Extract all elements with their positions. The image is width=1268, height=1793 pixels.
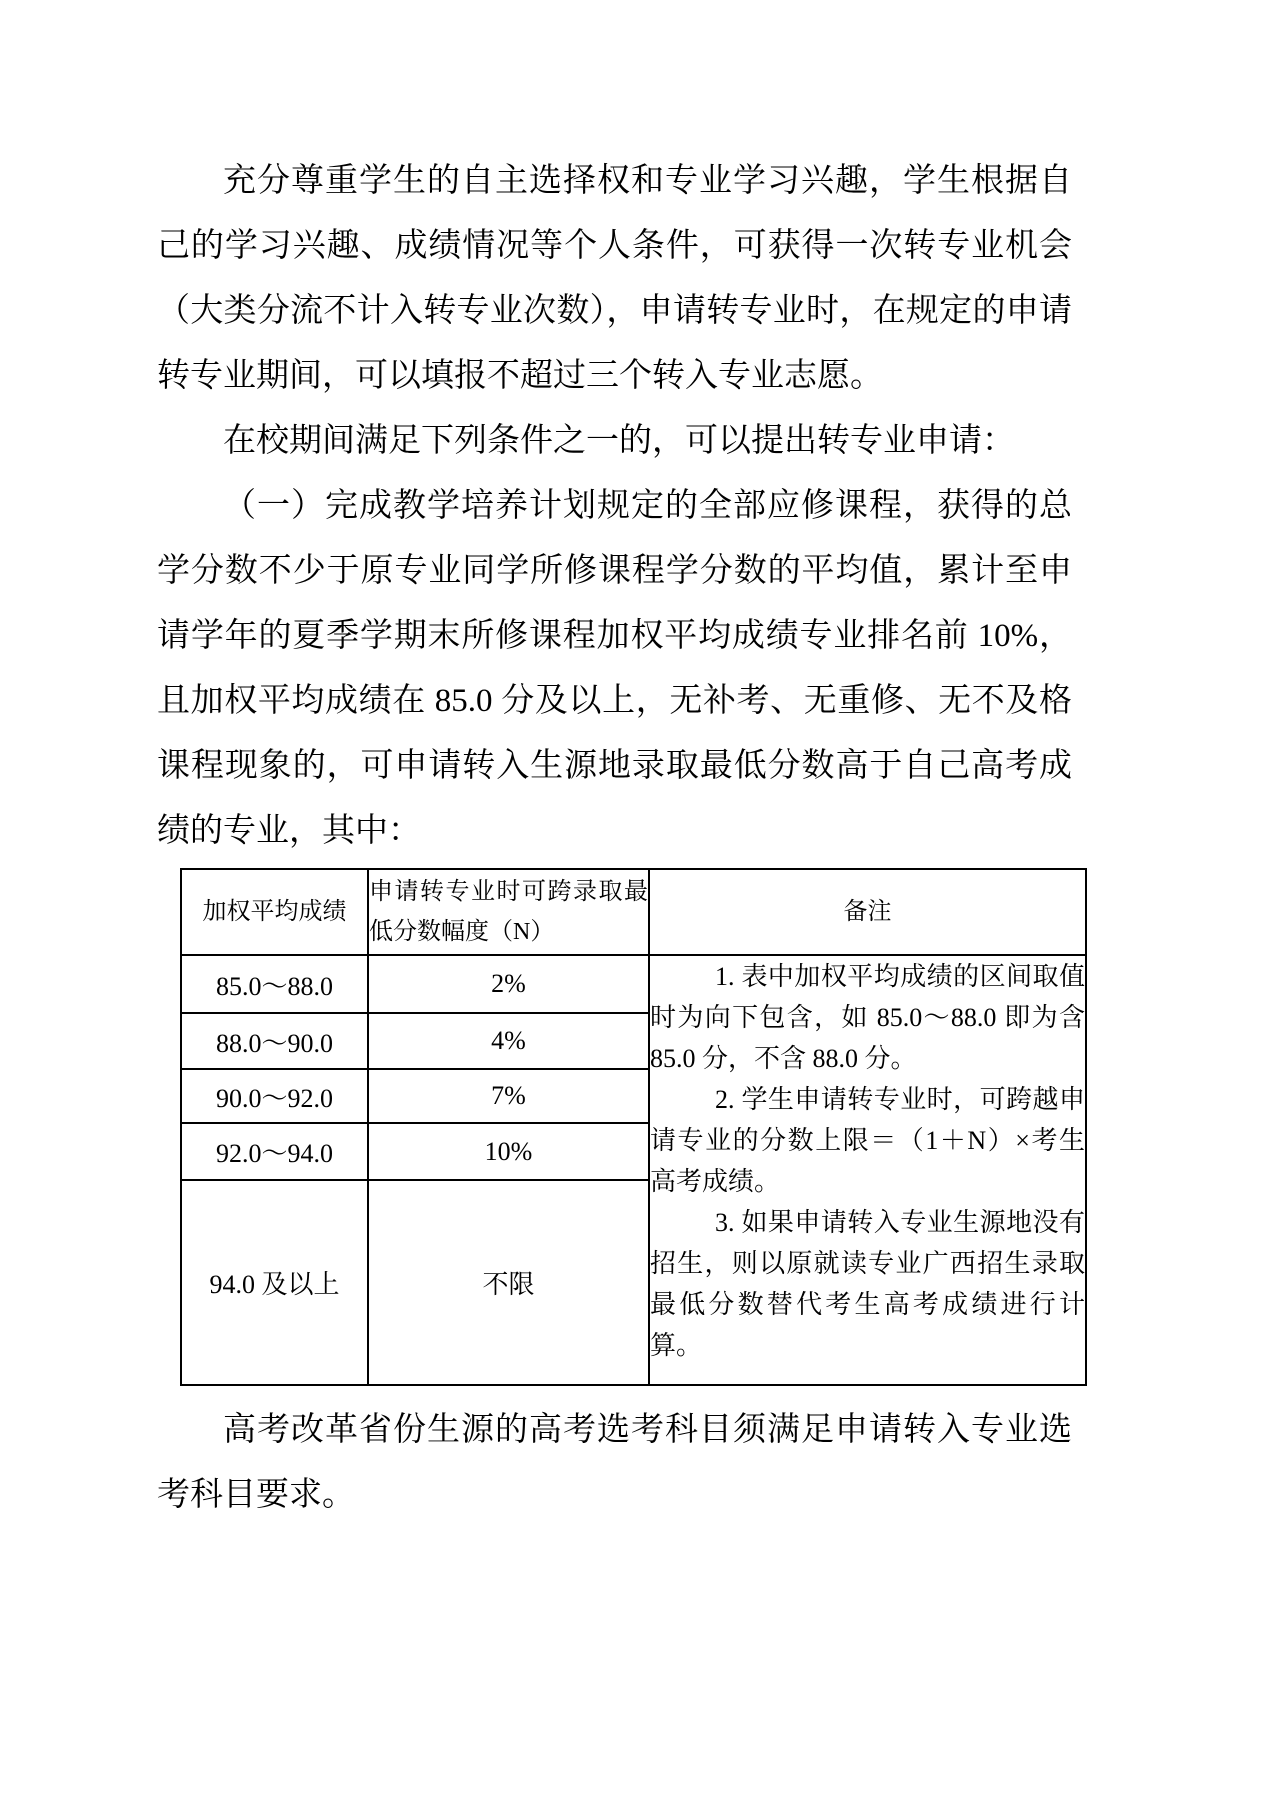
ratio-cell: 10% bbox=[368, 1123, 649, 1180]
note-item-1: 1. 表中加权平均成绩的区间取值时为向下包含，如 85.0～88.0 即为含 85.0 分，不含 88.0 分。 bbox=[650, 962, 1085, 1073]
note-item-2: 2. 学生申请转专业时，可跨越申请专业的分数上限＝（1＋N）×考生高考成绩。 bbox=[650, 1085, 1085, 1196]
table-row bbox=[181, 955, 1086, 1013]
remarks-cell bbox=[649, 955, 1086, 1385]
transfer-score-table bbox=[180, 868, 1087, 1386]
range-cell: 94.0 及以上 bbox=[181, 1180, 368, 1385]
closing-paragraph: 高考改革省份生源的高考选考科目须满足申请转入专业选考科目要求。 bbox=[157, 1412, 1072, 1513]
table-header-row bbox=[181, 869, 1086, 955]
note-item-3: 3. 如果申请转入专业生源地没有招生，则以原就读专业广西招生录取最低分数替代考生高考成绩进行计算。 bbox=[650, 1208, 1085, 1360]
header-score-range-n: 申请转专业时可跨录取最低分数幅度（N） bbox=[368, 869, 649, 955]
header-remarks: 备注 bbox=[649, 869, 1086, 955]
range-cell: 90.0～92.0 bbox=[181, 1069, 368, 1123]
body-paragraph-3: （一）完成教学培养计划规定的全部应修课程，获得的总学分数不少于原专业同学所修课程学分数的平均值，累计至申请学年的夏季学期末所修课程加权平均成绩专业排名前 10%，且加权平均成绩在 85.0 分及以上，无补考、无重修、无不及格课程现象的，可申请转入生源地录取最低分数高于自己高考成绩的专业，其中： bbox=[157, 488, 1072, 849]
body-paragraph-2: 在校期间满足下列条件之一的，可以提出转专业申请： bbox=[223, 423, 1015, 459]
document-content bbox=[157, 149, 1085, 1528]
ratio-cell: 4% bbox=[368, 1013, 649, 1069]
body-paragraph-1: 充分尊重学生的自主选择权和专业学习兴趣，学生根据自己的学习兴趣、成绩情况等个人条件，可获得一次转专业机会（大类分流不计入转专业次数），申请转专业时，在规定的申请转专业期间，可以填报不超过三个转入专业志愿。 bbox=[157, 163, 1072, 394]
range-cell: 92.0～94.0 bbox=[181, 1123, 368, 1180]
range-cell: 85.0～88.0 bbox=[181, 955, 368, 1013]
ratio-cell: 7% bbox=[368, 1069, 649, 1123]
range-cell: 88.0～90.0 bbox=[181, 1013, 368, 1069]
header-weighted-average: 加权平均成绩 bbox=[181, 869, 368, 955]
ratio-cell: 2% bbox=[368, 955, 649, 1013]
ratio-cell: 不限 bbox=[368, 1180, 649, 1385]
